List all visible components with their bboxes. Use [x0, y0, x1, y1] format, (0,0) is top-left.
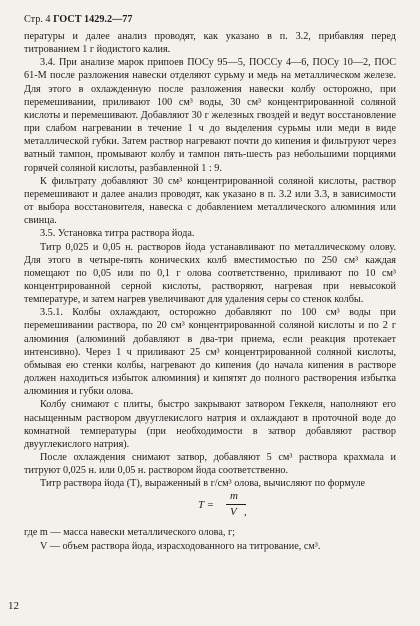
fraction-bar — [226, 504, 246, 505]
page-number: 12 — [8, 600, 19, 612]
paragraph: К фильтрату добавляют 30 см³ концентрированной соляной кислоты, раствор перемешивают и далее анализ проводят, как указано в п. 3.2 или 3.3, в зависимости от выбора восстановителя, навеска с добавлением металлического алюминия или свинца. — [24, 175, 396, 227]
paragraph: После охлаждения снимают затвор, добавляют 5 см³ раствора крахмала и титруют 0,025 н. или 0,05 н. раствором йода соответственно. — [24, 452, 396, 477]
formula-end: , — [244, 506, 247, 519]
legend-line: V — объем раствора йода, израсходованного на титрование, см³. — [40, 540, 321, 552]
formula-numerator: m — [230, 490, 238, 503]
formula-lhs: T = — [198, 499, 215, 512]
paragraph: Титр раствора йода (T), выраженный в г/см³ олова, вычисляют по формуле — [40, 478, 366, 490]
formula-legend — [24, 526, 396, 552]
paragraph: Титр 0,025 и 0,05 н. растворов йода устанавливают по металлическому олову. Для этого в четыре-пять конических колб вместимостью по 250 см³ каждая помещают по 0,05 или по 0,1 г олова соответственно, приливают по 10 см³ концентрированной серной кислоты, растворяют, нагревая при невысокой температуре, и затем нагрев увеличивают для удаления серы со стенок колбы. — [24, 241, 396, 306]
document-body — [24, 30, 396, 553]
paragraph: 3.4. При анализе марок припоев ПОСу 95—5, ПОССу 4—6, ПОСу 10—2, ПОС 61-М после разложения навески отделяют сурьму и медь на металлическом железе. Для этого в охлажденную после разложения навески колбу осторожно, при перемешивании, приливают 100 см³ воды, 30 см³ концентрированной соляной кислоты и перемешивают. Добавляют 30 г железных гвоздей и ведут восстановление при слабом нагревании в течение 1 ч до выделения сурьмы или меди в виде металлической губки. Затем раствор нагревают почти до кипения и фильтруют через ватный тампон, промывают колбу и тампон пять-шесть раз небольшими порциями горячей соляной кислоты, разбавленной 1 : 9. — [24, 57, 396, 174]
standard-number: ГОСТ 1429.2—77 — [53, 14, 133, 25]
page-header — [24, 14, 396, 26]
section-heading: 3.5. Установка титра раствора йода. — [40, 228, 195, 240]
paragraph: пературы и далее анализ проводят, как указано в п. 3.2, прибавляя перед титрованием 1 г йодистого калия. — [24, 31, 396, 56]
titer-formula — [24, 490, 396, 526]
formula-denominator: V — [230, 506, 237, 519]
paragraph: Колбу снимают с плиты, быстро закрывают затвором Геккеля, наполняют его насыщенным раствором двууглекислого натрия и охлаждают в проточной воде до комнатной температуры (при необходимости в затвор добавляют раствор двууглекислого натрия). — [24, 399, 396, 450]
paragraph: 3.5.1. Колбы охлаждают, осторожно добавляют по 100 см³ воды при перемешивании раствора, по 20 см³ концентрированной соляной кислоты и по 2 г алюминия (алюминий добавляют в два-три приема, если реакция протекает интенсивно). Через 1 ч приливают 25 см³ концентрированной соляной кислоты, обмывая ею стенки колбы, нагревают до кипения (до начала кипения в растворе должен находиться избыток алюминия) и кипятят до полного растворения избытка алюминия и губки олова. — [24, 307, 396, 398]
legend-line: где m — масса навески металлического олова, г; — [24, 527, 235, 539]
page-label: Стр. 4 — [24, 14, 51, 25]
